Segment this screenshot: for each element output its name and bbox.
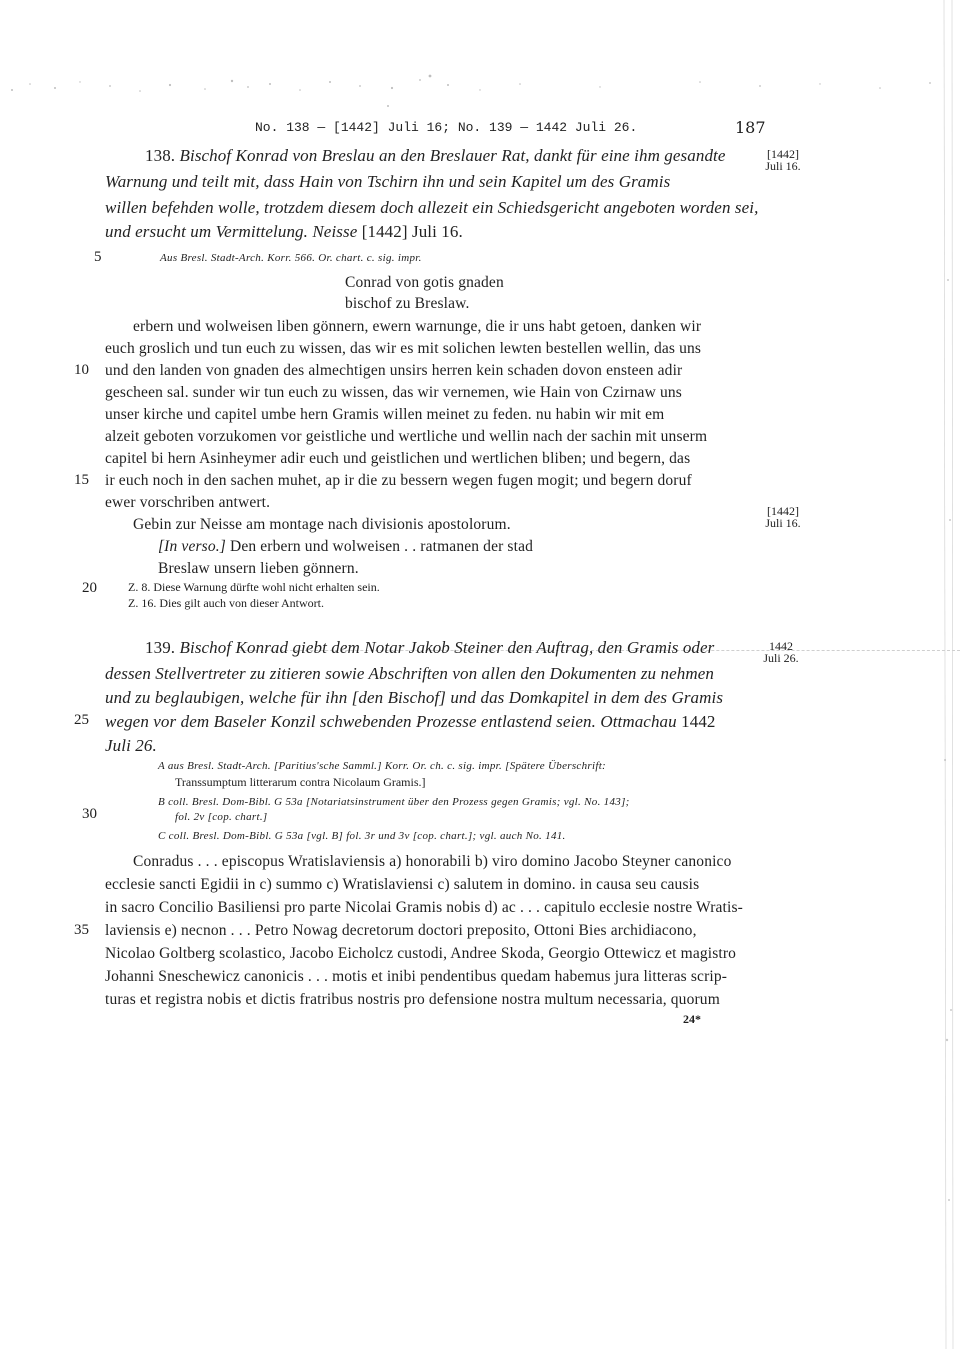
doc138-body-line: gescheen sal. sunder wir tun euch zu wissen, das wir vernemen, wie Hain von Czirnaw uns	[105, 384, 682, 401]
doc138-body-line: und den landen von gnaden des almechtigen unsirs herren kein schaden dovon ensteen adir	[105, 362, 683, 379]
doc138-number: 138.	[145, 146, 176, 165]
line-number-15: 15	[74, 472, 89, 488]
scan-edge-right	[900, 0, 960, 1349]
doc139-source-c: C coll. Bresl. Dom-Bibl. G 53a [vgl. B] fol. 3r und 3v [cop. chart.]; vgl. auch No. 141.	[158, 830, 566, 842]
signature-mark: 24*	[683, 1012, 701, 1026]
doc139-body-line: Nicolao Goltberg scolastico, Jacobo Eicholcz custodi, Andree Skoda, Georgio Ottewicz et magistro	[105, 945, 737, 962]
doc139-source-b-cont: fol. 2v [cop. chart.]	[175, 811, 268, 823]
doc138-salutation-1: Conrad von gotis gnaden	[345, 274, 504, 291]
doc139-body-line: Conradus . . . episcopus Wratislaviensis a) honorabili b) viro domino Jacobo Steyner canonico	[133, 853, 732, 870]
line-number-5: 5	[94, 249, 102, 265]
doc139-source-b: B coll. Bresl. Dom-Bibl. G 53a [Notariatsinstrument über den Prozess gegen Gramis; vgl. No. 143];	[158, 796, 630, 808]
line-number-35: 35	[74, 922, 89, 938]
doc138-dating-line: Gebin zur Neisse am montage nach divisionis apostolorum.	[133, 516, 511, 533]
doc138-salutation-2: bischof zu Breslaw.	[345, 295, 470, 312]
doc139-number: 139.	[145, 638, 176, 657]
doc139-body-line: laviensis e) necnon . . . Petro Nowag decretorum doctori preposito, Ottoni Bies archidiacono,	[105, 922, 697, 939]
doc138-body-line: ewer vorschriben antwert.	[105, 494, 271, 511]
doc139-body-line: ecclesie sancti Egidii in c) summo c) Wratislaviensi c) salutem in domino. in causa seu causis	[105, 876, 700, 893]
doc139-heading-line-3: und zu beglaubigen, welche für ihn [den Bischof] und das Domkapitel in dem des Gramis	[105, 688, 724, 707]
running-head: No. 138 — [1442] Juli 16; No. 139 — 1442 Juli 26.	[255, 120, 638, 135]
doc139-body-line: turas et registra nobis et dictis fratribus nostris pro defensione nostra multum necessaria, quorum	[105, 991, 720, 1008]
line-number-20: 20	[82, 580, 97, 596]
doc138-dating-side-date: [1442] Juli 16.	[765, 504, 801, 530]
doc139-source-a: A aus Bresl. Stadt-Arch. [Paritius'sche Samml.] Korr. Or. ch. c. sig. impr. [Spätere Überschrift:	[158, 760, 607, 772]
doc138-note: Z. 8. Diese Warnung dürfte wohl nicht erhalten sein.	[128, 580, 380, 594]
scan-noise-top	[0, 60, 960, 120]
doc139-heading-line-1: 139. Bischof Konrad giebt dem Notar Jakob Steiner den Auftrag, den Gramis oder	[145, 638, 715, 657]
doc138-verso: [In verso.] Den erbern und wolweisen . . ratmanen der stad	[158, 538, 534, 555]
doc139-heading-line-2: dessen Stellvertreter zu zitieren sowie Abschriften von allen den Dokumenten zu nehmen	[105, 664, 714, 683]
doc139-body-line: Johanni Sneschewicz canonicis . . . motis et inibi pendentibus quedam habemus jura litteras scrip-	[105, 968, 728, 985]
page-number: 187	[735, 118, 766, 137]
doc138-side-date: [1442] Juli 16.	[765, 147, 801, 173]
doc139-heading-date: Juli 26.	[105, 736, 157, 755]
doc138-source: Aus Bresl. Stadt-Arch. Korr. 566. Or. chart. c. sig. impr.	[160, 252, 422, 264]
doc138-body-line: unser kirche und capitel umbe hern Gramis willen meinet zu feden. nu habin wir mit em	[105, 406, 665, 423]
verso-label: [In verso.]	[158, 538, 226, 555]
doc138-heading-place: Neisse	[312, 222, 358, 241]
line-number-10: 10	[74, 362, 89, 378]
doc138-body-line: euch groslich und tun euch zu wissen, das wir es mit solichen lewten bestellen wellin, das uns	[105, 340, 702, 357]
doc138-heading-line-2: Warnung und teilt mit, dass Hain von Tschirn ihn und sein Kapitel um des Gramis	[105, 172, 671, 191]
doc138-body-line: capitel bi hern Asinheymer adir euch und geistlichen und wertlichen bliben; und begern, das	[105, 450, 691, 467]
doc139-body-line: in sacro Concilio Basiliensi pro parte Nicolai Gramis nobis d) ac . . . capitulo ecclesie nostre Wratis-	[105, 899, 743, 916]
doc139-heading-line-4: wegen vor dem Baseler Konzil schwebenden Prozesse entlastend seien. Ottmachau 1442	[105, 712, 716, 731]
doc138-heading-line-4: und ersucht um Vermittelung. Neisse [1442] Juli 16.	[105, 222, 463, 241]
doc139-source-a-cont: Transsumptum litterarum contra Nicolaum Gramis.]	[175, 775, 426, 789]
doc138-heading-date: [1442] Juli 16.	[361, 222, 463, 241]
doc138-body-line: ir euch noch in den sachen muhet, ap ir die zu bessern wegen fugen mogit; und begern doruf	[105, 472, 692, 489]
doc139-heading-place: Ottmachau	[600, 712, 677, 731]
doc138-verso-line-2: Breslaw unsern lieben gönnern.	[158, 560, 359, 577]
doc138-body-line: erbern und wolweisen liben gönnern, ewern warnunge, die ir uns habt getoen, danken wir	[133, 318, 702, 335]
line-number-25: 25	[74, 712, 89, 728]
doc138-heading-line-3: willen befehden wolle, trotzdem diesem doch allezeit ein Schiedsgericht angeboten worden sei,	[105, 198, 759, 217]
doc138-note: Z. 16. Dies gilt auch von dieser Antwort.	[128, 596, 324, 610]
doc138-heading-line-1: 138. Bischof Konrad von Breslau an den Breslauer Rat, dankt für eine ihm gesandte	[145, 146, 726, 165]
doc139-side-date: 1442 Juli 26.	[763, 639, 799, 665]
doc138-body-line: alzeit geboten vorzukomen vor geistliche und wertliche und wellin nach der sachin mit unserm	[105, 428, 708, 445]
line-number-30: 30	[82, 806, 97, 822]
